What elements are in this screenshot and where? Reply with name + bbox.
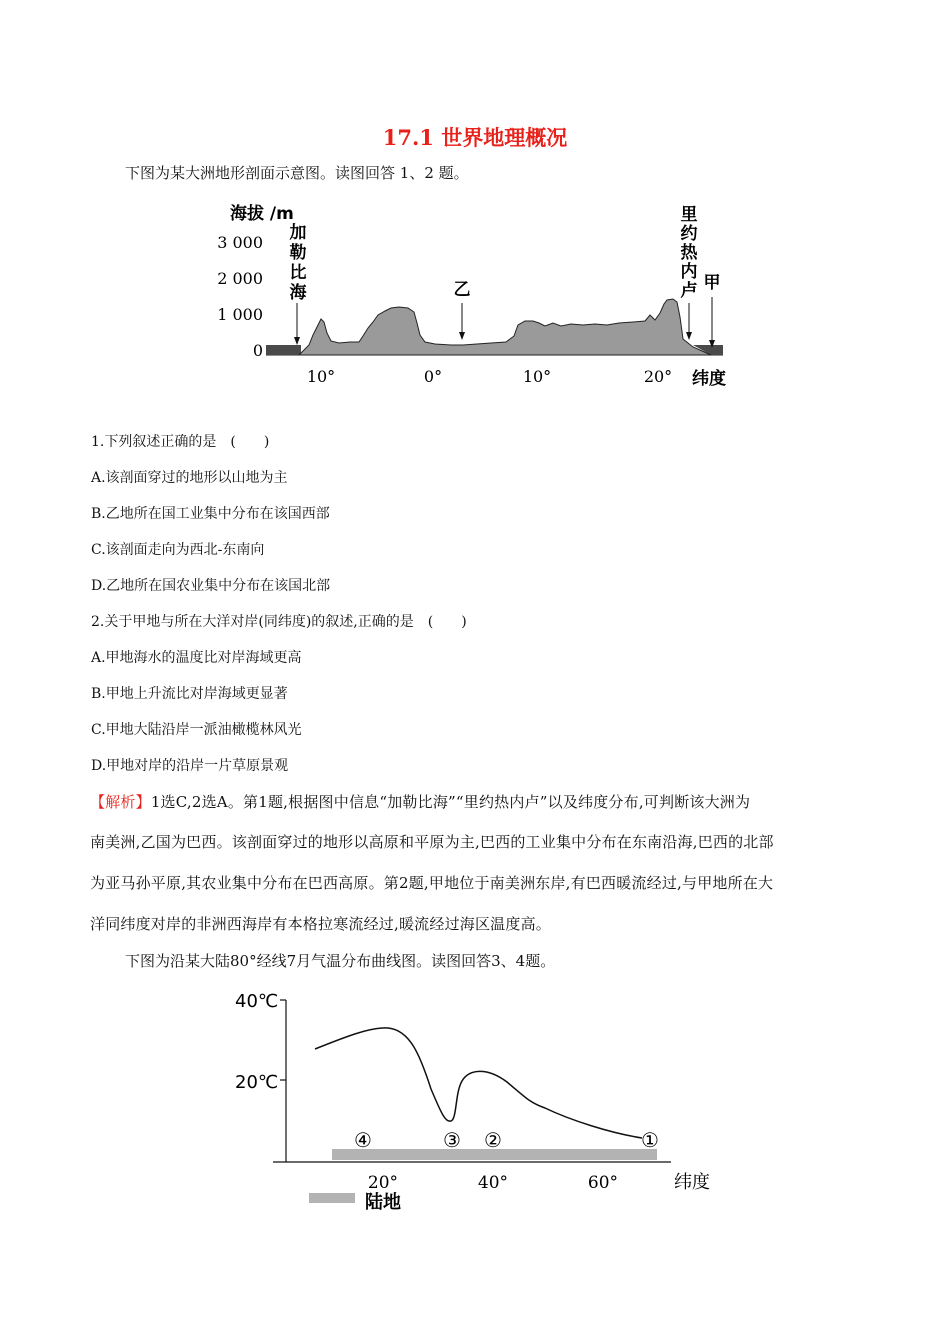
fig1-ytick: 3 000 [217,233,263,252]
question-2-option-d: D.甲地对岸的沿岸一片草原景观 [91,758,289,774]
fig1-ytick: 0 [252,341,263,360]
explanation-line-2: 南美洲,乙国为巴西。该剖面穿过的地形以高原和平原为主,巴西的工业集中分布在东南沿海,巴西的北部 [90,833,774,851]
label-yi: 乙 [453,280,471,300]
intro-question-1-2: 下图为某大洲地形剖面示意图。读图回答 1、2 题。 [125,164,469,182]
marker-4: ④ [354,1128,372,1152]
temperature-curve-figure [225,985,725,1225]
marker-2: ② [484,1128,502,1152]
terrain-profile-figure [215,195,735,395]
question-2-option-a: A.甲地海水的温度比对岸海域更高 [91,650,302,666]
fig2-ytick-40: 40℃ [235,991,279,1012]
question-1-stem: 1.下列叙述正确的是 ( ) [91,434,270,450]
caribbean-sea-shape [266,345,301,355]
fig1-ylabel: 海拔 /m [230,204,294,224]
question-1-option-a: A.该剖面穿过的地形以山地为主 [91,470,288,486]
question-2-stem: 2.关于甲地与所在大洋对岸(同纬度)的叙述,正确的是 ( ) [91,614,467,630]
legend-land-label: 陆地 [365,1192,401,1213]
fig1-xtick: 0° [423,367,443,386]
fig1-ytick: 1 000 [217,305,263,324]
marker-1: ① [641,1128,659,1152]
yi-arrowhead [459,332,465,340]
fig1-xtick: 10° [522,367,552,386]
explanation-line-3: 为亚马孙平原,其农业集中分布在巴西高原。第2题,甲地位于南美洲东岸,有巴西暖流经过,与甲地所在大 [90,874,774,892]
fig1-ytick: 2 000 [217,269,263,288]
legend-land-swatch [309,1193,355,1203]
label-jia: 甲 [703,273,721,293]
question-2-option-b: B.甲地上升流比对岸海域更显著 [91,686,288,702]
explanation-line-4: 洋同纬度对岸的非洲西海岸有本格拉寒流经过,暖流经过海区温度高。 [90,915,551,933]
terrain-shape [299,299,711,355]
fig2-xtick: 60° [587,1173,619,1193]
question-1-option-d: D.乙地所在国农业集中分布在该国北部 [91,578,331,594]
fig2-xtick: 20° [367,1173,399,1193]
explanation-text: 1选C,2选A。第1题,根据图中信息“加勒比海”“里约热内卢”以及纬度分布,可判断该大洲为 [150,793,751,811]
fig1-xtick: 20° [643,367,673,386]
temperature-curve [315,1028,642,1138]
question-1-option-c: C.该剖面走向为西北-东南向 [91,542,265,558]
page-title: 17.1 世界地理概况 [382,125,568,150]
fig2-xtick: 40° [477,1173,509,1193]
intro-question-3-4: 下图为沿某大陆80°经线7月气温分布曲线图。读图回答3、4题。 [125,952,556,970]
label-caribbean-sea: 加勒比海 [289,223,307,303]
rio-arrowhead [686,332,692,340]
caribbean-arrowhead [294,337,300,345]
fig1-xtick: 10° [306,367,336,386]
label-rio-de-janeiro: 里约热内卢 [680,205,698,301]
fig2-xlabel: 纬度 [674,1172,710,1193]
question-1-option-b: B.乙地所在国工业集中分布在该国西部 [91,506,330,522]
fig1-xlabel: 纬度 [692,369,726,389]
explanation-line-1 [90,791,750,812]
question-2-option-c: C.甲地大陆沿岸一派油橄榄林风光 [91,722,302,738]
explanation-tag: 【解析】 [90,793,151,811]
fig2-ytick-20: 20℃ [235,1072,279,1093]
marker-3: ③ [443,1128,461,1152]
